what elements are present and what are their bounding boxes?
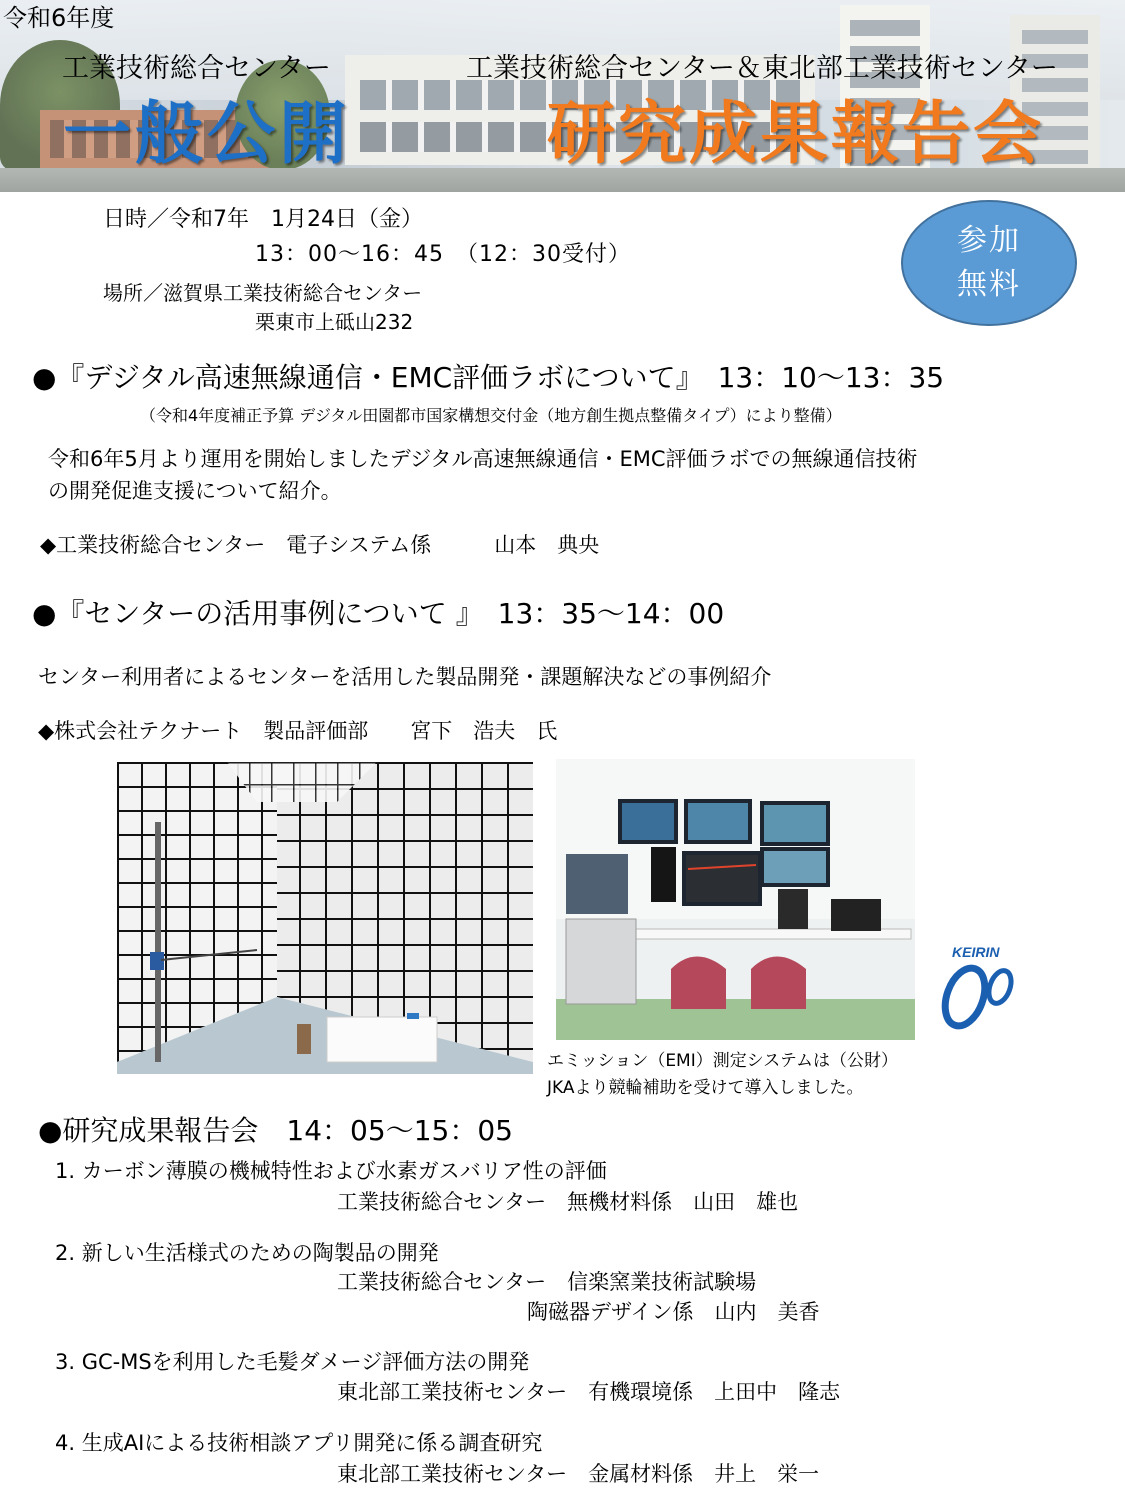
- subtitle-right: 工業技術総合センター＆東北部工業技術センター: [466, 53, 1058, 84]
- section2-speaker: ◆株式会社テクナート 製品評価部 宮下 浩夫 氏: [38, 719, 558, 743]
- report-item-title: 4. 生成AIによる技術相談アプリ開発に係る調査研究: [55, 1431, 543, 1455]
- report-item-title: 2. 新しい生活様式のための陶製品の開発: [55, 1241, 439, 1265]
- title-research-report: 研究成果報告会: [547, 95, 1045, 174]
- event-address: 栗東市上砥山232: [255, 310, 414, 334]
- svg-text:KEIRIN: KEIRIN: [952, 944, 1000, 960]
- title-open-house: 一般公開: [63, 95, 352, 174]
- report-item-title: 3. GC-MSを利用した毛髪ダメージ評価方法の開発: [55, 1350, 530, 1374]
- section1-speaker: ◆工業技術総合センター 電子システム係 山本 典央: [40, 533, 600, 557]
- free-admission-badge: [901, 200, 1077, 326]
- photo-caption-line1: エミッション（EMI）測定システムは（公財）: [547, 1051, 899, 1071]
- fiscal-year: 令和6年度: [3, 4, 115, 32]
- emi-system-illustration: [556, 759, 915, 1040]
- section1-heading: ●『デジタル高速無線通信・EMC評価ラボについて』 13：10〜13：35: [32, 361, 945, 394]
- report-item-presenter: 工業技術総合センター 無機材料係 山田 雄也: [337, 1190, 799, 1214]
- badge-line1: 参加: [957, 223, 1021, 258]
- event-place: 場所／滋賀県工業技術総合センター: [103, 281, 423, 305]
- anechoic-chamber-illustration: [117, 762, 533, 1074]
- section3-heading: ●研究成果報告会 14：05〜15：05: [38, 1114, 513, 1147]
- photo-caption-line2: JKAより競輪補助を受けて導入しました。: [547, 1078, 864, 1098]
- keirin-logo: [932, 942, 1032, 1032]
- section1-desc-line2: の開発促進支援について紹介。: [48, 479, 342, 503]
- report-item-presenter: 東北部工業技術センター 有機環境係 上田中 隆志: [337, 1380, 841, 1404]
- badge-line2: 無料: [957, 267, 1021, 302]
- keirin-logo-mark: [932, 942, 1032, 1032]
- header-banner: [0, 0, 1125, 192]
- section2-desc: センター利用者によるセンターを活用した製品開発・課題解決などの事例紹介: [38, 665, 772, 689]
- report-item-presenter: 工業技術総合センター 信楽窯業技術試験場: [337, 1270, 757, 1294]
- section1-desc-line1: 令和6年5月より運用を開始しましたデジタル高速無線通信・EMC評価ラボでの無線通信技術: [48, 447, 918, 471]
- event-date: 日時／令和7年 1月24日（金）: [103, 207, 423, 232]
- report-item-title: 1. カーボン薄膜の機械特性および水素ガスバリア性の評価: [55, 1159, 607, 1183]
- report-item-presenter: 陶磁器デザイン係 山内 美香: [527, 1300, 820, 1324]
- emi-measurement-system-photo: [556, 759, 915, 1040]
- anechoic-chamber-photo: [117, 762, 533, 1074]
- section1-note: （令和4年度補正予算 デジタル田園都市国家構想交付金（地方創生拠点整備タイプ）により整備）: [140, 406, 842, 425]
- event-time: 13：00〜16：45 （12：30受付）: [255, 242, 631, 267]
- section2-heading: ●『センターの活用事例について 』 13：35〜14：00: [32, 597, 725, 630]
- subtitle-left: 工業技術総合センター: [62, 53, 331, 84]
- report-item-presenter: 東北部工業技術センター 金属材料係 井上 栄一: [337, 1462, 820, 1486]
